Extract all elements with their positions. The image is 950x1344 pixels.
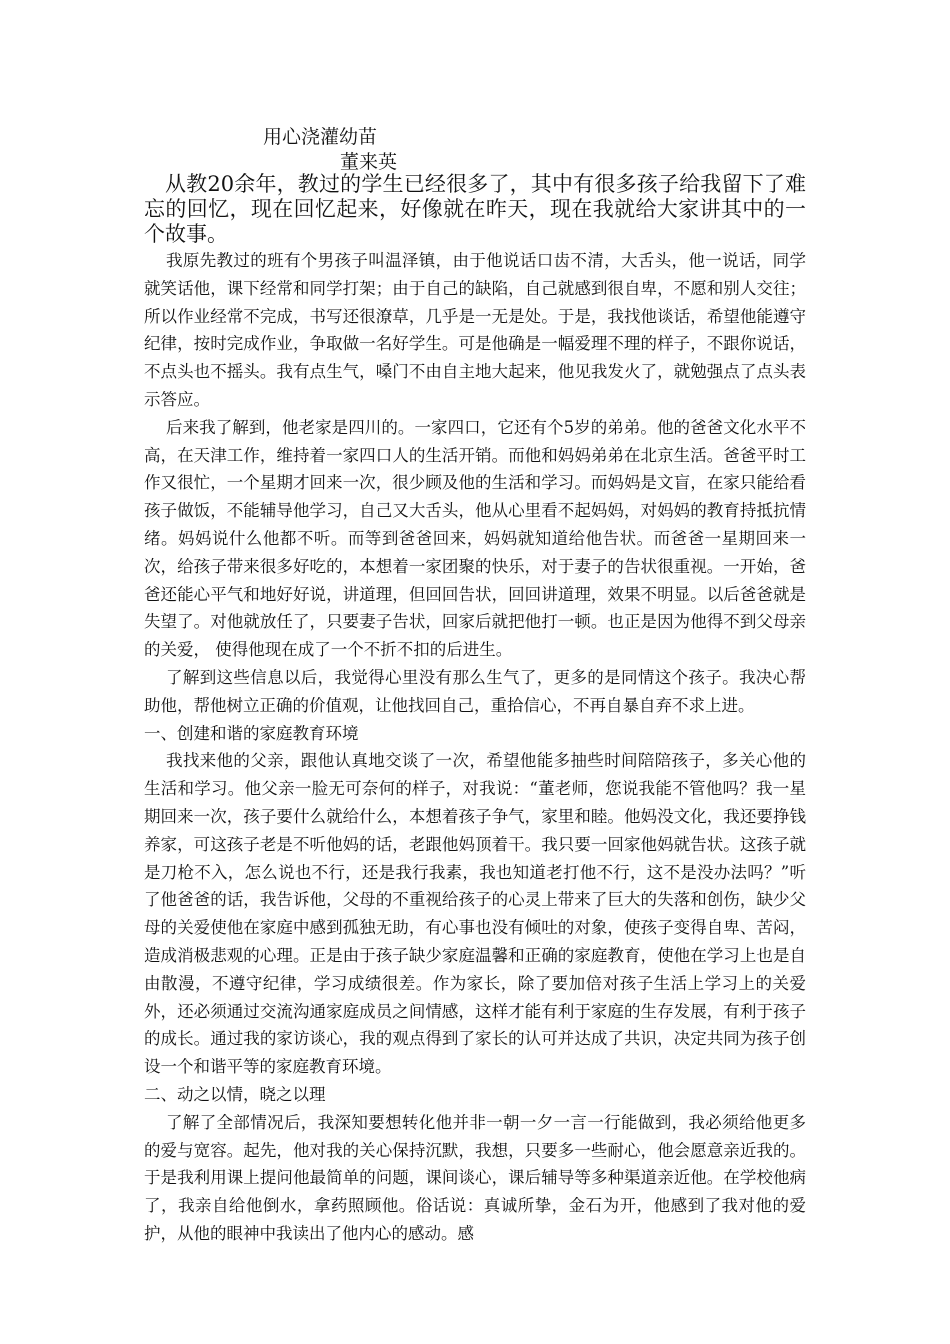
section-heading-2: 二、动之以情，晓之以理 [144, 1084, 326, 1104]
paragraph-4: 我找来他的父亲，跟他认真地交谈了一次，希望他能多抽些时间陪陪孩子，多关心他的生活和学习。他父亲一脸无可奈何的样子，对我说：“董老师，您说我能不管他吗？我一星期回来一次，孩子要什么就给什么，本想着孩子争气，家里和睦。他妈没文化，我还要挣钱养家，可这孩子老是不听他妈的话，老跟他妈顶着干。我只要一回家他妈就告状。这孩子就是刀枪不入，怎么说也不行，还是我行我素，我也知道老打他不行，这不是没办法吗？”听了他爸爸的话，我告诉他，父母的不重视给孩子的心灵上带来了巨大的失落和创伤，缺少父母的关爱使他在家庭中感到孤独无助，有心事也没有倾吐的对象，使孩子变得自卑、苦闷，造成消极悲观的心理。正是由于孩子缺少家庭温馨和正确的家庭教育，使他在学习上也是自由散漫，不遵守纪律，学习成绩很差。作为家长，除了要加倍对孩子生活上学习上的关爱外，还必须通过交流沟通家庭成员之间情感，这样才能有利于家庭的生存发展，有利于孩子的成长。通过我的家访谈心，我的观点得到了家长的认可并达成了共识，决定共同为孩子创设一个和谐平等的家庭教育环境。 [144, 751, 806, 1077]
document-author: 董来英 [340, 151, 398, 173]
intro-paragraph: 从教20余年，教过的学生已经很多了，其中有很多孩子给我留下了难忘的回忆，现在回忆起来，好像就在昨天，现在我就给大家讲其中的一个故事。 [144, 172, 806, 246]
paragraph-3: 了解到这些信息以后，我觉得心里没有那么生气了，更多的是同情这个孩子。我决心帮助他，帮他树立正确的价值观，让他找回自己，重拾信心，不再自暴自弃不求上进。 [144, 667, 806, 715]
document-body [144, 172, 806, 1248]
section-heading-1: 一、创建和谐的家庭教育环境 [144, 723, 359, 743]
paragraph-2: 后来我了解到，他老家是四川的。一家四口，它还有个5岁的弟弟。他的爸爸文化水平不高，在天津工作，维持着一家四口人的生活开销。而他和妈妈弟弟在北京生活。爸爸平时工作又很忙，一个星期才回来一次，很少顾及他的生活和学习。而妈妈是文盲，在家只能给看孩子做饭，不能辅导他学习，自己又大舌头，他从心里看不起妈妈，对妈妈的教育持抵抗情绪。妈妈说什么他都不听。而等到爸爸回来，妈妈就知道给他告状。而爸爸一星期回来一次，给孩子带来很多好吃的，本想着一家团聚的快乐，对于妻子的告状很重视。一开始，爸爸还能心平气和地好好说，讲道理，但回回告状，回回讲道理，效果不明显。以后爸爸就是失望了。对他就放任了，只要妻子告状，回家后就把他打一顿。也正是因为他得不到父母亲的关爱， 使得他现在成了一个不折不扣的后进生。 [144, 417, 806, 660]
paragraph-5: 了解了全部情况后，我深知要想转化他并非一朝一夕一言一行能做到，我必须给他更多的爱与宽容。起先，他对我的关心保持沉默，我想，只要多一些耐心，他会愿意亲近我的。于是我利用课上提问他最简单的问题，课间谈心，课后辅导等多种渠道亲近他。在学校他病了，我亲自给他倒水，拿药照顾他。俗话说：真诚所挚，金石为开，他感到了我对他的爱护，从他的眼神中我读出了他内心的感动。感 [144, 1112, 806, 1243]
paragraph-1: 我原先教过的班有个男孩子叫温泽镇，由于他说话口齿不清，大舌头，他一说话，同学就笑话他，课下经常和同学打架；由于自己的缺陷，自己就感到很自卑，不愿和别人交往；所以作业经常不完成，书写还很潦草，几乎是一无是处。于是，我找他谈话，希望他能遵守纪律，按时完成作业，争取做一名好学生。可是他确是一幅爱理不理的样子，不跟你说话，不点头也不摇头。我有点生气，嗓门不由自主地大起来，他见我发火了，就勉强点了点头表示答应。 [144, 251, 806, 409]
document-title: 用心浇灌幼苗 [263, 126, 378, 148]
